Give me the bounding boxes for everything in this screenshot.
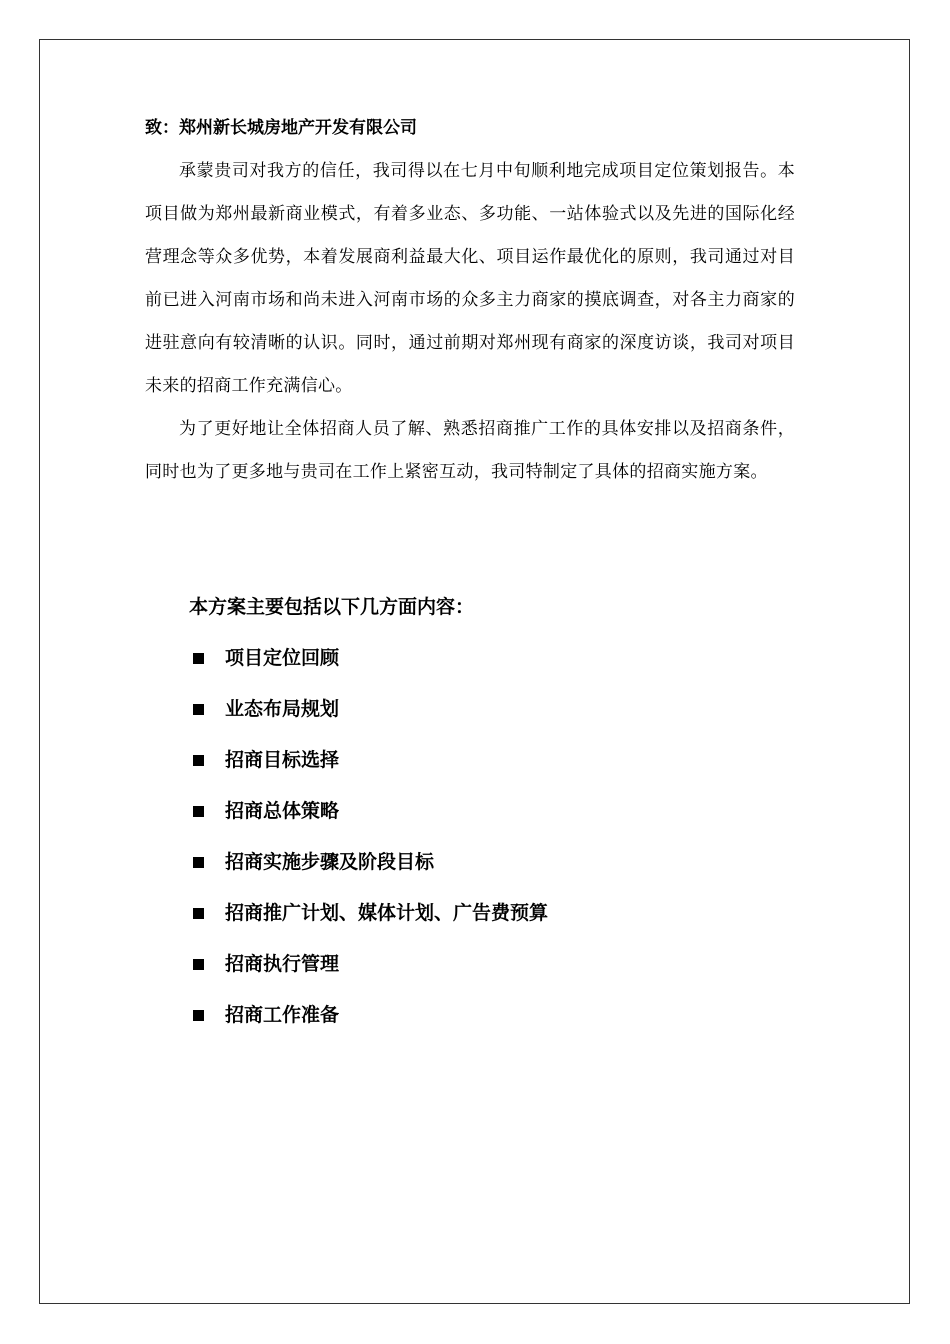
contents-title: 本方案主要包括以下几方面内容： xyxy=(189,596,475,618)
square-bullet-icon xyxy=(193,959,204,970)
list-item-label: 招商目标选择 xyxy=(225,749,340,771)
square-bullet-icon xyxy=(193,857,204,868)
square-bullet-icon xyxy=(193,755,204,766)
square-bullet-icon xyxy=(193,704,204,715)
square-bullet-icon xyxy=(193,653,204,664)
square-bullet-icon xyxy=(193,806,204,817)
list-item xyxy=(193,643,548,694)
intro-paragraph: 承蒙贵司对我方的信任，我司得以在七月中旬顺利地完成项目定位策划报告。本项目做为郑州最新商业模式，有着多业态、多功能、一站体验式以及先进的国际化经营理念等众多优势，本着发展商利益最大化、项目运作最优化的原则，我司通过对目前已进入河南市场和尚未进入河南市场的众多主力商家的摸底调查，对各主力商家的进驻意向有较清晰的认识。同时，通过前期对郑州现有商家的深度访谈，我司对项目未来的招商工作充满信心。 xyxy=(145,161,795,396)
list-item-label: 业态布局规划 xyxy=(225,698,340,720)
list-item xyxy=(193,898,548,949)
list-item xyxy=(193,745,548,796)
contents-list xyxy=(193,643,548,1051)
list-item-label: 招商推广计划、媒体计划、广告费预算 xyxy=(225,902,549,924)
list-item-label: 招商执行管理 xyxy=(225,953,340,975)
square-bullet-icon xyxy=(193,1010,204,1021)
list-item xyxy=(193,949,548,1000)
list-item xyxy=(193,796,548,847)
list-item xyxy=(193,1000,548,1051)
purpose-paragraph: 为了更好地让全体招商人员了解、熟悉招商推广工作的具体安排以及招商条件，同时也为了更多地与贵司在工作上紧密互动，我司特制定了具体的招商实施方案。 xyxy=(145,419,795,482)
addressee-line: 致：郑州新长城房地产开发有限公司 xyxy=(145,118,417,138)
list-item xyxy=(193,694,548,745)
list-item-label: 招商总体策略 xyxy=(225,800,340,822)
square-bullet-icon xyxy=(193,908,204,919)
list-item-label: 招商工作准备 xyxy=(225,1004,340,1026)
list-item xyxy=(193,847,548,898)
list-item-label: 项目定位回顾 xyxy=(225,647,340,669)
list-item-label: 招商实施步骤及阶段目标 xyxy=(225,851,435,873)
letter-body xyxy=(145,114,795,494)
